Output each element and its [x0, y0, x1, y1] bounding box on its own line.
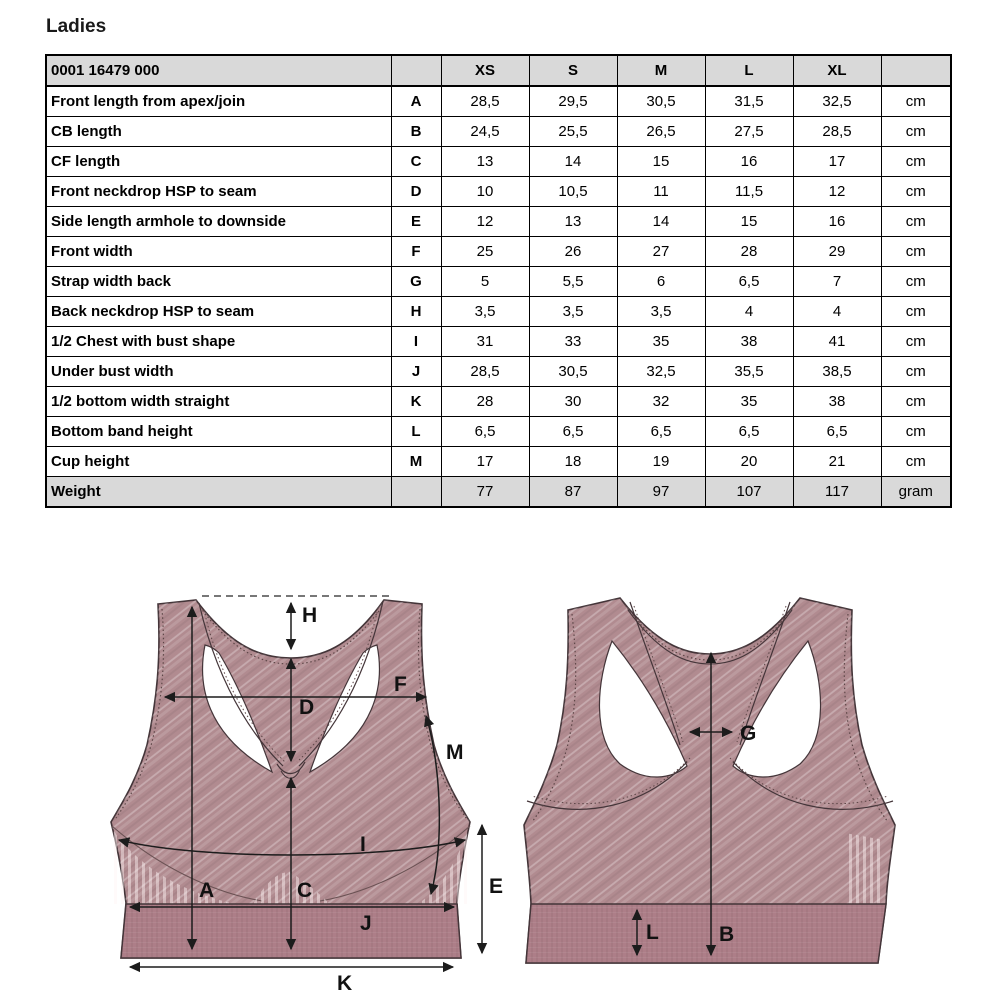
measurement-value: 15: [617, 147, 705, 177]
measurement-value: 38,5: [793, 357, 881, 387]
measurement-value: 6,5: [793, 417, 881, 447]
measurement-value: 38: [793, 387, 881, 417]
measure-label-l: L: [646, 921, 659, 944]
back-view-drawing: [524, 598, 895, 963]
measure-label-e: E: [489, 875, 504, 898]
measurement-label: Front length from apex/join: [46, 86, 391, 117]
unit-cell: cm: [881, 327, 951, 357]
measurement-value: 32,5: [617, 357, 705, 387]
table-row: [46, 177, 951, 207]
measurement-label: Back neckdrop HSP to seam: [46, 297, 391, 327]
measurement-label: Front width: [46, 237, 391, 267]
unit-cell: cm: [881, 267, 951, 297]
measurement-value: 12: [441, 207, 529, 237]
measurement-value: 3,5: [529, 297, 617, 327]
table-row: [46, 237, 951, 267]
measurement-value: 24,5: [441, 117, 529, 147]
unit-cell: cm: [881, 357, 951, 387]
measurement-value: 107: [705, 477, 793, 508]
measure-label-j: J: [360, 912, 372, 935]
table-row: [46, 207, 951, 237]
table-row: [46, 86, 951, 117]
unit-cell: cm: [881, 177, 951, 207]
table-row: [46, 267, 951, 297]
measurement-value: 4: [705, 297, 793, 327]
measure-label-k: K: [337, 972, 353, 995]
measurement-value: 15: [705, 207, 793, 237]
measurement-letter: F: [391, 237, 441, 267]
measurement-value: 30,5: [617, 86, 705, 117]
measurement-letter: G: [391, 267, 441, 297]
measurement-label: Strap width back: [46, 267, 391, 297]
measurement-value: 31: [441, 327, 529, 357]
measurement-value: 27: [617, 237, 705, 267]
measurement-label: Cup height: [46, 447, 391, 477]
page-title: Ladies: [46, 16, 107, 37]
measurement-value: 10: [441, 177, 529, 207]
measurement-letter: H: [391, 297, 441, 327]
measurement-value: 11: [617, 177, 705, 207]
letter-header-cell: [391, 55, 441, 86]
measurement-value: 21: [793, 447, 881, 477]
size-chart-table: [45, 54, 952, 508]
measurement-value: 10,5: [529, 177, 617, 207]
measurement-letter: C: [391, 147, 441, 177]
measurement-value: 28,5: [441, 86, 529, 117]
measurement-value: 20: [705, 447, 793, 477]
size-header-xl: XL: [793, 55, 881, 86]
measurement-value: 7: [793, 267, 881, 297]
size-header-s: S: [529, 55, 617, 86]
measurement-label: 1/2 bottom width straight: [46, 387, 391, 417]
unit-cell: cm: [881, 417, 951, 447]
table-row: [46, 147, 951, 177]
table-row: [46, 327, 951, 357]
measure-label-i: I: [360, 833, 366, 856]
measurement-value: 3,5: [441, 297, 529, 327]
measurement-value: 14: [617, 207, 705, 237]
measurement-value: 97: [617, 477, 705, 508]
measurement-value: 4: [793, 297, 881, 327]
measurement-value: 6,5: [529, 417, 617, 447]
unit-cell: cm: [881, 297, 951, 327]
unit-cell: cm: [881, 86, 951, 117]
table-header-row: [46, 55, 951, 86]
measurement-value: 28,5: [441, 357, 529, 387]
measurement-value: 30: [529, 387, 617, 417]
unit-cell: cm: [881, 387, 951, 417]
measure-label-a: A: [199, 879, 215, 902]
measurement-value: 33: [529, 327, 617, 357]
bra-technical-drawing: [0, 560, 1000, 1000]
measurement-value: 16: [705, 147, 793, 177]
measurement-value: 14: [529, 147, 617, 177]
measure-label-d: D: [299, 696, 315, 719]
table-row: [46, 357, 951, 387]
measurement-value: 13: [529, 207, 617, 237]
measurement-value: 28: [705, 237, 793, 267]
measurement-letter: I: [391, 327, 441, 357]
measurement-value: 117: [793, 477, 881, 508]
measurement-value: 35: [617, 327, 705, 357]
measurement-value: 25,5: [529, 117, 617, 147]
measurement-value: 87: [529, 477, 617, 508]
measurement-value: 32,5: [793, 86, 881, 117]
measurement-value: 35,5: [705, 357, 793, 387]
measurement-label: Side length armhole to downside: [46, 207, 391, 237]
measurement-value: 5: [441, 267, 529, 297]
measurement-value: 17: [793, 147, 881, 177]
measure-label-g: G: [740, 722, 757, 745]
measurement-value: 31,5: [705, 86, 793, 117]
measurement-value: 77: [441, 477, 529, 508]
measurement-letter: M: [391, 447, 441, 477]
table-row: [46, 387, 951, 417]
measurement-label: CB length: [46, 117, 391, 147]
measurement-letter: [391, 477, 441, 508]
measurement-value: 6,5: [705, 267, 793, 297]
unit-header-cell: [881, 55, 951, 86]
measurement-letter: J: [391, 357, 441, 387]
unit-cell: cm: [881, 147, 951, 177]
measurement-letter: D: [391, 177, 441, 207]
measurement-value: 26: [529, 237, 617, 267]
unit-cell: cm: [881, 207, 951, 237]
measurement-value: 35: [705, 387, 793, 417]
measurement-letter: L: [391, 417, 441, 447]
measurement-label: Bottom band height: [46, 417, 391, 447]
measurement-label: Front neckdrop HSP to seam: [46, 177, 391, 207]
measurement-value: 17: [441, 447, 529, 477]
measurement-value: 30,5: [529, 357, 617, 387]
measurement-value: 3,5: [617, 297, 705, 327]
measurement-value: 19: [617, 447, 705, 477]
measurement-value: 38: [705, 327, 793, 357]
measure-label-c: C: [297, 879, 313, 902]
measurement-value: 6,5: [441, 417, 529, 447]
measure-label-m: M: [446, 741, 464, 764]
measurement-value: 6,5: [617, 417, 705, 447]
measurement-value: 18: [529, 447, 617, 477]
measurement-letter: E: [391, 207, 441, 237]
product-code-cell: 0001 16479 000: [46, 55, 391, 86]
table-row: [46, 297, 951, 327]
measurement-value: 11,5: [705, 177, 793, 207]
measurement-value: 41: [793, 327, 881, 357]
measurement-value: 28: [441, 387, 529, 417]
measurement-value: 6,5: [705, 417, 793, 447]
size-header-xs: XS: [441, 55, 529, 86]
table-row: [46, 417, 951, 447]
measurement-value: 32: [617, 387, 705, 417]
measurement-label: 1/2 Chest with bust shape: [46, 327, 391, 357]
weight-row: [46, 477, 951, 508]
size-header-l: L: [705, 55, 793, 86]
measure-label-f: F: [394, 673, 407, 696]
measurement-value: 12: [793, 177, 881, 207]
unit-cell: cm: [881, 447, 951, 477]
measurement-value: 6: [617, 267, 705, 297]
measurement-value: 25: [441, 237, 529, 267]
measurement-letter: A: [391, 86, 441, 117]
measurement-value: 16: [793, 207, 881, 237]
measurement-value: 29: [793, 237, 881, 267]
measurement-value: 5,5: [529, 267, 617, 297]
measurement-label: Weight: [46, 477, 391, 508]
unit-cell: cm: [881, 237, 951, 267]
measure-label-h: H: [302, 604, 318, 627]
measurement-value: 13: [441, 147, 529, 177]
unit-cell: cm: [881, 117, 951, 147]
measurement-label: Under bust width: [46, 357, 391, 387]
unit-cell: gram: [881, 477, 951, 508]
measurement-value: 28,5: [793, 117, 881, 147]
measurement-value: 26,5: [617, 117, 705, 147]
measurement-value: 29,5: [529, 86, 617, 117]
measure-label-b: B: [719, 923, 735, 946]
size-header-m: M: [617, 55, 705, 86]
measurement-letter: B: [391, 117, 441, 147]
table-row: [46, 117, 951, 147]
measurement-letter: K: [391, 387, 441, 417]
table-row: [46, 447, 951, 477]
measurement-value: 27,5: [705, 117, 793, 147]
measurement-label: CF length: [46, 147, 391, 177]
